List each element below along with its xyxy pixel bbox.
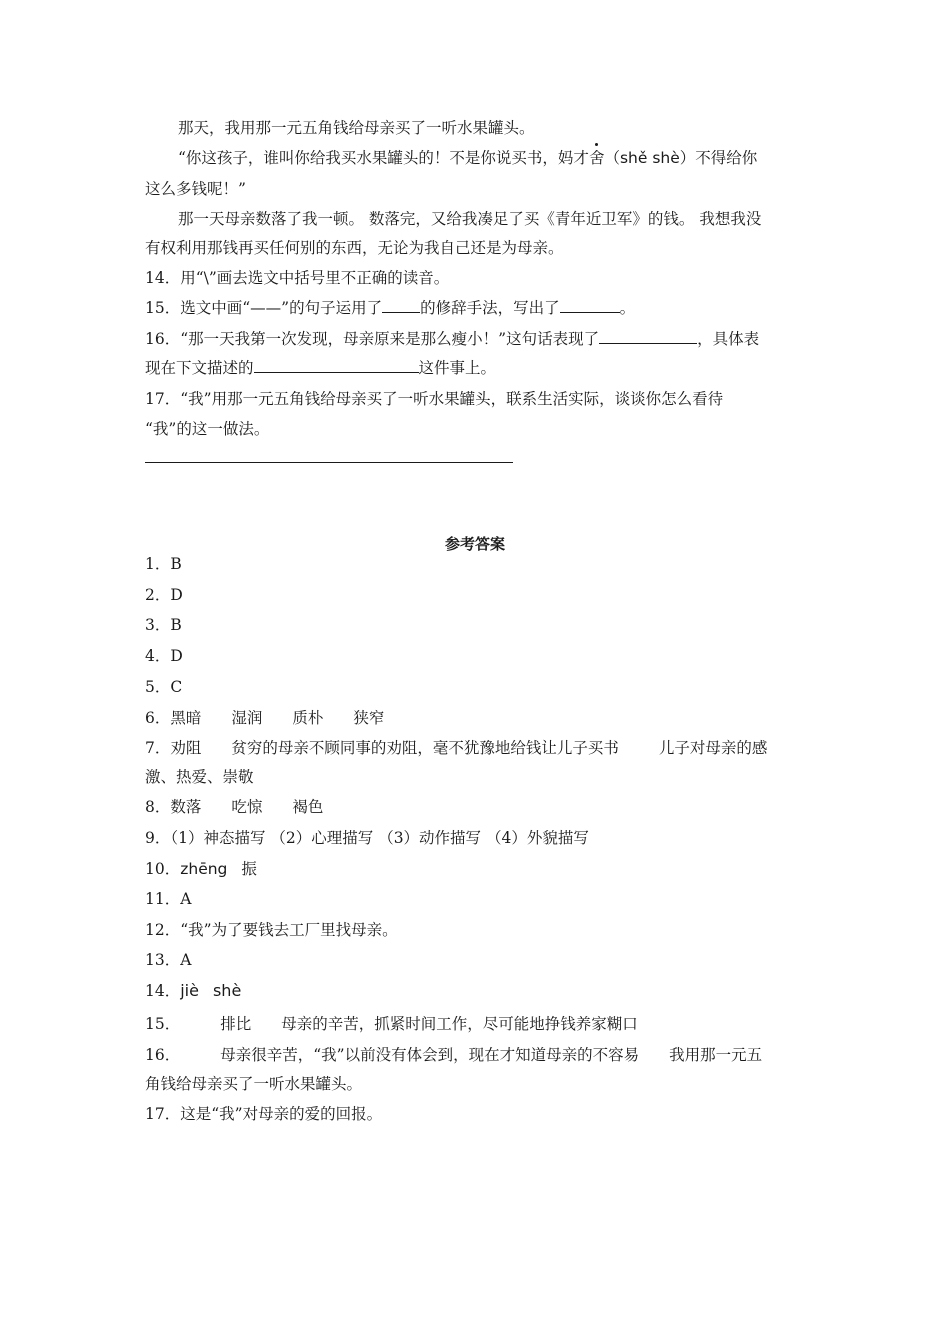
question-16-line-1	[145, 328, 810, 350]
answer-10	[145, 858, 810, 880]
question-text: 。	[619, 299, 636, 317]
answer-1: 1．B	[145, 555, 182, 573]
answer-16-line-1	[145, 1044, 810, 1066]
answer-13: 13．A	[145, 951, 192, 969]
question-17-line-1: 17．“我”用那一元五角钱给母亲买了一听水果罐头，联系生活实际，谈谈你怎么看待	[145, 390, 724, 408]
answer-word: 8．数落	[145, 798, 202, 816]
question-text: 这件事上。	[418, 359, 497, 377]
answer-2: 2．D	[145, 586, 183, 604]
answer-word: 吃惊	[231, 798, 263, 816]
passage-paragraph-2-line-2: 这么多钱呢！”	[145, 180, 246, 198]
answer-blank	[382, 298, 420, 313]
answer-number: 10．	[145, 860, 181, 878]
answer-character: 振	[241, 860, 257, 878]
passage-paragraph-3-line-2: 有权利用那钱再买任何别的东西，无论为我自己还是为母亲。	[145, 239, 564, 257]
answer-pinyin: jiè	[180, 981, 199, 1000]
question-text: ，具体表	[697, 330, 760, 348]
passage-paragraph-3-line-1: 那一天母亲数落了我一顿。 数落完，又给我凑足了买《青年近卫军》的钱。 我想我没	[178, 210, 762, 228]
answer-text: 我用那一元五	[669, 1046, 763, 1064]
answer-word: 褐色	[292, 798, 324, 816]
question-16-line-2	[145, 357, 810, 379]
passage-text: “你这孩子，谁叫你给我买水果罐头的！不是你说买书，妈才	[178, 149, 589, 167]
pronunciation-options: （shě shè）	[604, 149, 696, 167]
question-17-line-2: “我”的这一做法。	[145, 420, 270, 438]
answer-word: 湿润	[231, 709, 263, 727]
answer-14	[145, 980, 810, 1002]
answer-7-line-1	[145, 737, 810, 759]
answer-text: 贫穷的母亲不顾同事的劝阻，毫不犹豫地给钱让儿子买书	[231, 739, 619, 757]
question-text: 16．“那一天我第一次发现，母亲原来是那么瘦小！”这句话表现了	[145, 330, 600, 348]
answer-number: 15．	[145, 1015, 181, 1033]
answer-word: 6．黑暗	[145, 709, 202, 727]
answer-text: 7．劝阻	[145, 739, 202, 757]
question-text: 的修辞手法，写出了	[420, 299, 560, 317]
answer-blank	[560, 298, 620, 313]
answer-9: 9．（1）神态描写 （2）心理描写 （3）动作描写 （4）外貌描写	[145, 829, 589, 847]
answer-pinyin: shè	[212, 981, 242, 1000]
answer-number: 14．	[145, 982, 181, 1000]
answer-text: 母亲的辛苦，抓紧时间工作，尽可能地挣钱养家糊口	[281, 1015, 638, 1033]
answer-15	[145, 1013, 810, 1035]
answer-12: 12．“我”为了要钱去工厂里找母亲。	[145, 921, 398, 939]
answer-number: 16．	[145, 1046, 181, 1064]
answer-line	[145, 462, 513, 463]
answer-8	[145, 796, 810, 818]
answer-word: 质朴	[292, 709, 324, 727]
answer-7-line-2: 激、热爱、崇敬	[145, 768, 254, 786]
passage-paragraph-1: 那天，我用那一元五角钱给母亲买了一听水果罐头。	[178, 119, 535, 137]
answer-4: 4．D	[145, 647, 183, 665]
answer-text: 母亲很辛苦，“我”以前没有体会到，现在才知道母亲的不容易	[220, 1046, 640, 1064]
answer-pinyin: zhēng	[180, 860, 228, 878]
answer-17: 17．这是“我”对母亲的爱的回报。	[145, 1105, 383, 1123]
emphasized-character: 舍	[588, 149, 605, 167]
answer-word: 狭窄	[353, 709, 385, 727]
passage-paragraph-2-line-1	[178, 147, 843, 169]
answer-5: 5．C	[145, 678, 183, 696]
answer-text: 排比	[220, 1015, 252, 1033]
answers-title: 参考答案	[444, 535, 505, 553]
answer-text: 儿子对母亲的感	[658, 739, 768, 757]
answer-16-line-2: 角钱给母亲买了一听水果罐头。	[145, 1075, 363, 1093]
answer-3: 3．B	[145, 616, 182, 634]
answer-11: 11．A	[145, 890, 192, 908]
answer-blank	[599, 329, 697, 344]
question-text: 15．选文中画“——”的句子运用了	[145, 299, 383, 317]
question-14: 14．用“\”画去选文中括号里不正确的读音。	[145, 269, 450, 287]
question-15	[145, 297, 810, 319]
answer-blank	[254, 358, 419, 373]
answer-6	[145, 707, 810, 729]
question-text: 现在下文描述的	[145, 359, 254, 377]
passage-text: 不得给你	[695, 149, 758, 167]
